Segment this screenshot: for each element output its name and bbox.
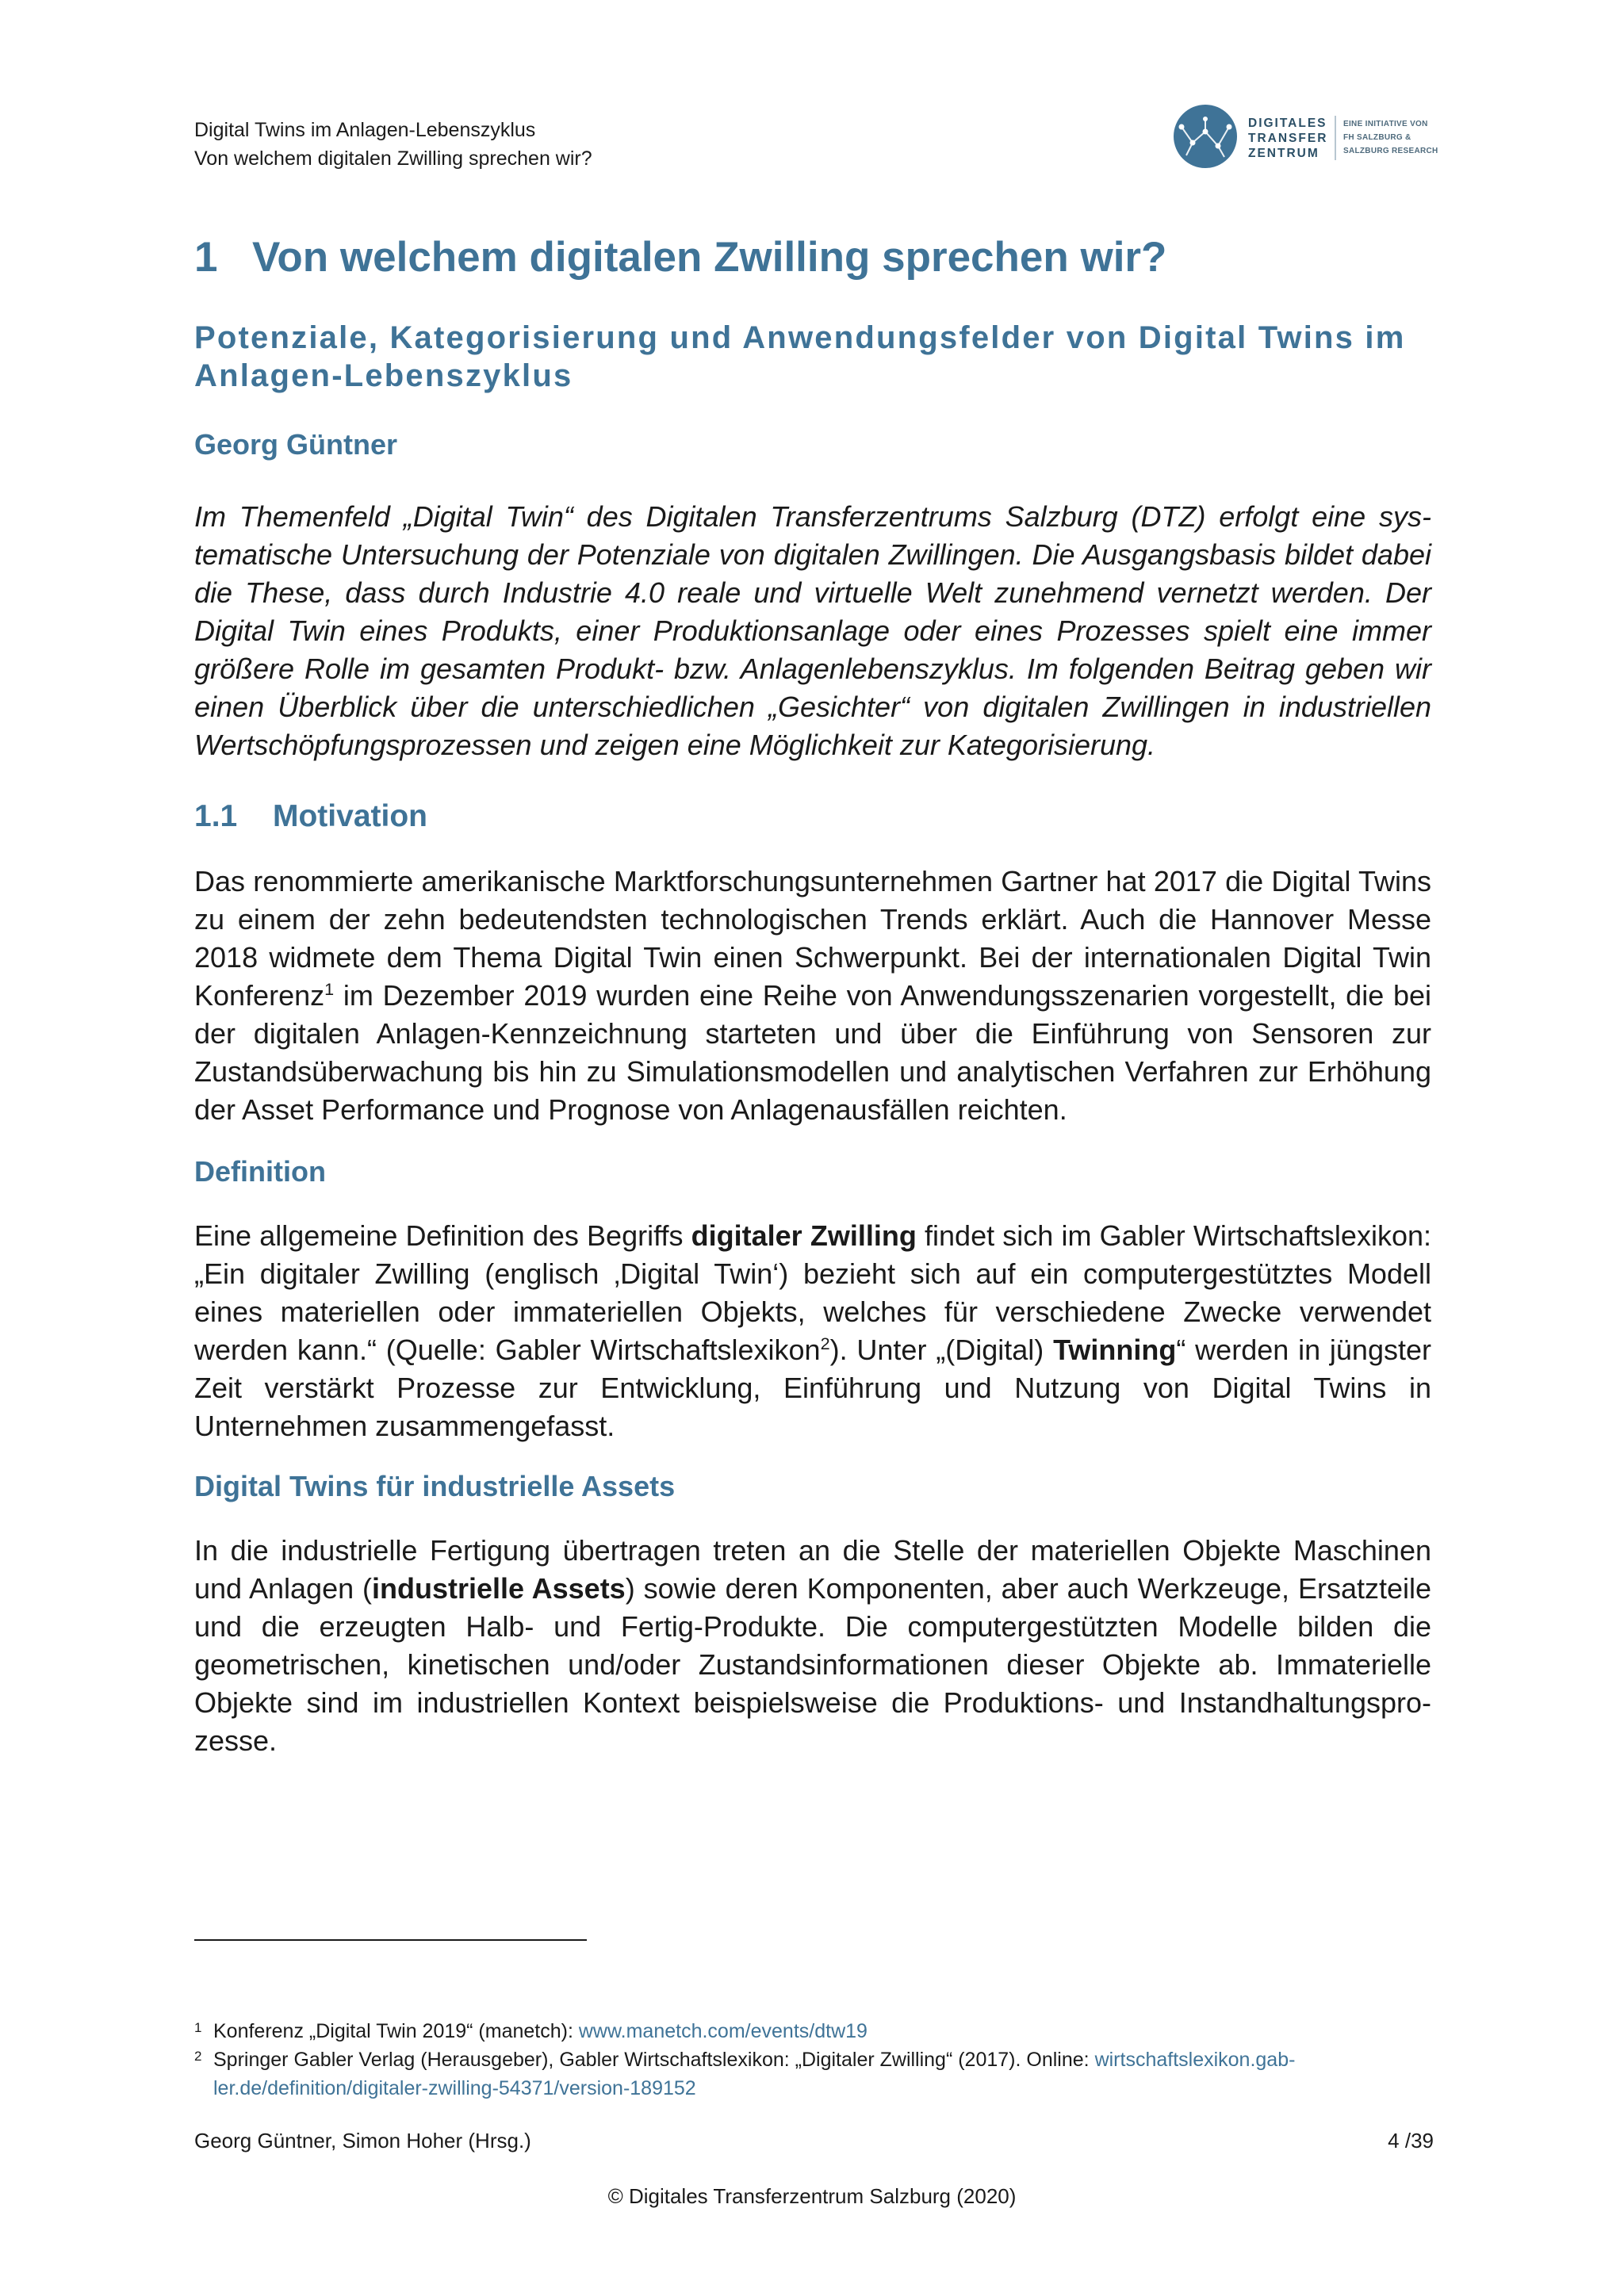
logo-wordmark-line-2: TRANSFER — [1248, 132, 1328, 145]
section-heading — [194, 798, 427, 836]
assets-text-1: In die industrielle Fertigung übertragen treten an die Stelle der materiellen Objekte Maschinen und Anlagen ( — [194, 1534, 1431, 1605]
footnote-separator — [194, 1939, 587, 1941]
assets-heading: Digital Twins für industrielle Assets — [194, 1470, 676, 1502]
abstract-paragraph: Im Themenfeld „Digital Twin“ des Digitalen Transferzentrums Salzburg (DTZ) erfolgt eine systematische Untersuchung der Potenziale von digitalen Zwillingen. Die Ausgangsbasis bildet dabei die These, dass durch Industrie 4.0 reale und virtuelle Welt zunehmend vernetzt werden. Der Digital Twin eines Produkts, einer Produktionsanlage oder eines Prozesses spielt eine immer größere Rolle im gesamten Produkt- bzw. Anlagenlebenszyklus. Im folgenden Beitrag geben wir einen Überblick über die unterschiedlichen „Gesichter“ von digitalen Zwillingen in industriellen Wertschöpfungsprozessen und zeigen eine Möglichkeit zur Kategorisierung. — [194, 500, 1431, 761]
definition-text-4: “ werden in jüngster Zeit verstärkt Prozesse zur Entwicklung, Einführung und Nutzung von Digital Twins in Unternehmen zusammengefasst. — [194, 1334, 1431, 1442]
chapter-number: 1 — [194, 234, 218, 281]
chapter-subtitle: Potenziale, Kategorisierung und Anwendungsfelder von Digital Twins im Anlagen-Lebenszyklus — [194, 320, 1406, 393]
chapter-title — [194, 230, 1166, 285]
motivation-text-a: Das renommierte amerikanische Marktforschungsunternehmen Gartner hat 2017 die Digital Twins zu einem der zehn bedeutendsten technologischen Trends erklärt. Auch die Hannover Messe 2018 widmete dem Thema Digital Twin einen Schwerpunkt. Bei der internationalen Digital Twin Konferenz — [194, 865, 1431, 1012]
footer-editors: Georg Güntner, Simon Hoher (Hrsg.) — [194, 2129, 531, 2152]
term-digitaler-zwilling: digitaler Zwilling — [691, 1219, 917, 1252]
definition-text-1: Eine allgemeine Definition des Begriffs — [194, 1219, 691, 1252]
definition-text-2: findet sich im Gabler Wirtschaftslexikon: „Ein digitaler Zwilling (englisch ‚Digital Twin‘) bezieht sich auf ein computergestütztes Modell eines materiellen oder immateriellen Objekts, welches für verschiedene Zwecke verwendet werden kann.“ (Quelle: Gabler Wirtschaftslexikon — [194, 1219, 1431, 1366]
logo-divider — [1335, 116, 1336, 160]
footnote-1-text: Konferenz „Digital Twin 2019“ (manetch): — [213, 2020, 579, 2042]
logo-tagline-line-1: EINE INITIATIVE VON — [1343, 120, 1428, 128]
footnote-1-mark: 1 — [194, 2020, 202, 2035]
chapter-author: Georg Güntner — [194, 428, 398, 461]
footnote-ref-2[interactable]: 2 — [820, 1334, 830, 1353]
motivation-text-b: im Dezember 2019 wurden eine Reihe von Anwendungsszenarien vorgestellt, die bei der digitalen Anlagen-Kennzeichnung starteten und über die Einführung von Sensoren zur Zustandsüberwachung bis hin zu Simulationsmodellen und analytischen Verfahren zur Erhöhung der Asset Performance und Prognose von Anlagenausfällen reichten. — [194, 979, 1431, 1126]
logo-tagline — [1343, 117, 1438, 158]
footnote-2-link[interactable]: wirtschaftslexikon.gabler.de/definition/digitaler-zwilling-54371/version-189152 — [213, 2049, 1296, 2099]
assets-text-2: ) sowie deren Komponenten, aber auch Werkzeuge, Ersatzteile und die erzeugten Halb- und Fertig-Produkte. Die computergestützten Modelle bilden die geometrischen, kinetischen und/oder Zustandsinformationen dieser Objekte ab. Immaterielle Objekte sind im industriellen Kontext beispielsweise die Produktions- und Instandhaltungsprozesse. — [194, 1572, 1432, 1757]
definition-paragraph — [194, 1217, 1431, 1445]
section-title: Motivation — [273, 799, 427, 833]
footnote-1-link[interactable]: www.manetch.com/events/dtw19 — [578, 2020, 868, 2042]
logo-wordmark — [1248, 116, 1327, 161]
page-number: 4 /39 — [1388, 2129, 1434, 2152]
running-header — [194, 116, 592, 173]
term-twinning: Twinning — [1053, 1334, 1177, 1366]
footnote-2 — [194, 2045, 1415, 2103]
definition-heading: Definition — [194, 1155, 326, 1188]
footnote-2-mark: 2 — [194, 2049, 202, 2064]
motivation-paragraph — [194, 863, 1431, 1129]
footnote-2-text: Springer Gabler Verlag (Herausgeber), Gabler Wirtschaftslexikon: „Digitaler Zwilling“ (2017). Online: — [213, 2049, 1095, 2071]
assets-paragraph — [194, 1532, 1431, 1760]
logo-wordmark-line-1: DIGITALES — [1248, 117, 1327, 130]
logo-tagline-line-2: FH SALZBURG & — [1343, 133, 1411, 142]
term-industrielle-assets: industrielle Assets — [372, 1572, 626, 1605]
footnote-ref-1[interactable]: 1 — [324, 979, 335, 999]
section-number: 1.1 — [194, 799, 238, 833]
footnote-1 — [194, 2017, 1415, 2045]
chapter-title-text: Von welchem digitalen Zwilling sprechen wir? — [252, 234, 1167, 281]
running-header-line-2: Von welchem digitalen Zwilling sprechen wir? — [194, 147, 592, 170]
logo-wordmark-line-3: ZENTRUM — [1248, 147, 1320, 160]
running-header-line-1: Digital Twins im Anlagen-Lebenszyklus — [194, 119, 536, 141]
copyright-notice: © Digitales Transferzentrum Salzburg (2020) — [607, 2184, 1017, 2208]
logo-tagline-line-3: SALZBURG RESEARCH — [1343, 147, 1438, 155]
definition-text-3: ). Unter „(Digital) — [829, 1334, 1054, 1366]
